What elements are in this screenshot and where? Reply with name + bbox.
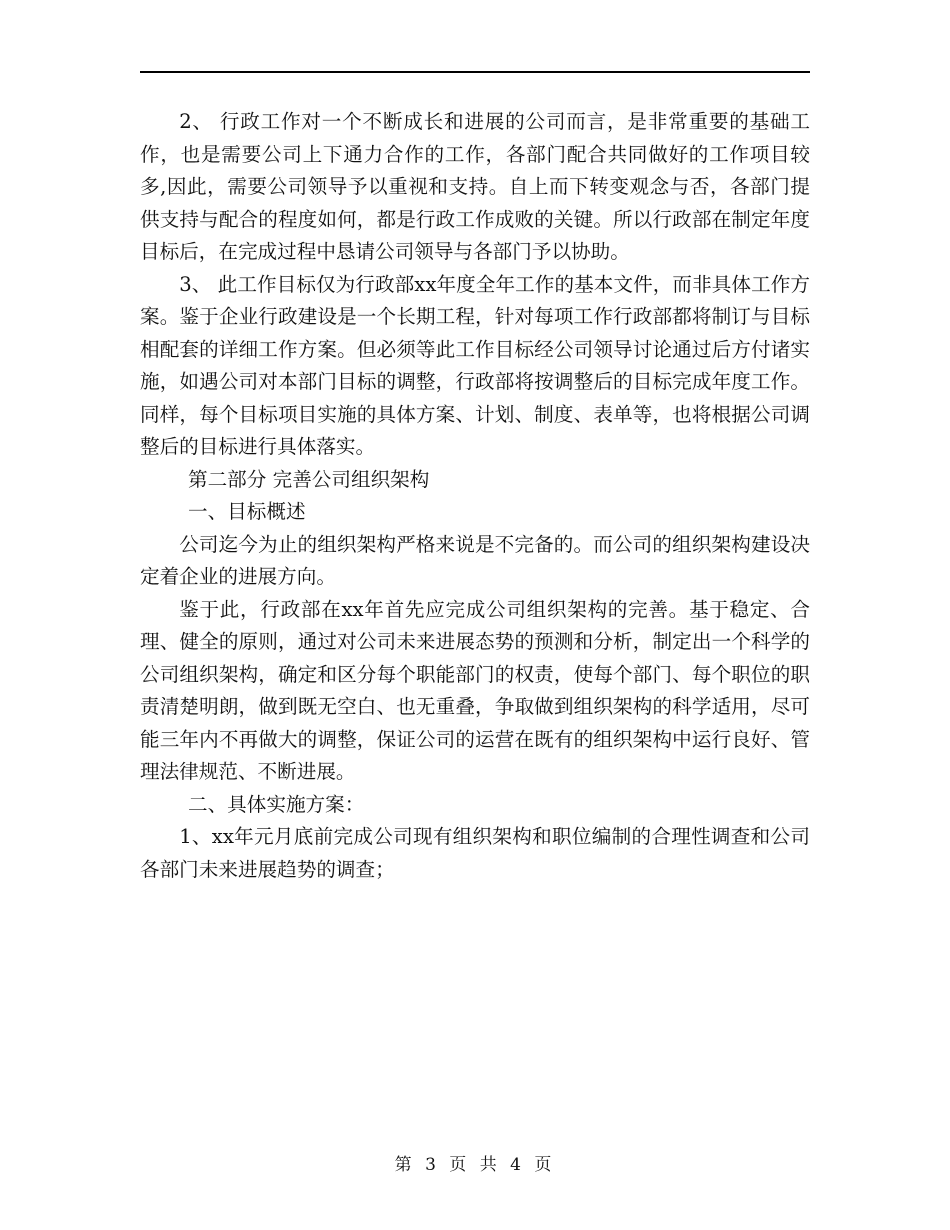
subsection-title-goal-overview: 一、目标概述 — [188, 500, 306, 523]
document-body — [140, 106, 810, 886]
paragraph-org-structure-plan: 鉴于此，行政部在xx年首先应完成公司组织架构的完善。基于稳定、合理、健全的原则，通过对公司未来进展态势的预测和分析，制定出一个科学的公司组织架构，确定和区分每个职能部门的权责，使每个部门、每个职位的职责清楚明朗，做到既无空白、也无重叠，争取做到组织架构的科学适用，尽可能三年内不再做大的调整，保证公司的运营在既有的组织架构中运行良好、管理法律规范、不断进展。 — [140, 597, 810, 783]
paragraph-org-structure-status: 公司迄今为止的组织架构严格来说是不完备的。而公司的组织架构建设决定着企业的进展方向。 — [140, 532, 810, 588]
section-title: 第二部分 完善公司组织架构 — [188, 467, 430, 491]
paragraph-item-3: 3、 此工作目标仅为行政部xx年度全年工作的基本文件，而非具体工作方案。鉴于企业行政建设是一个长期工程，针对每项工作行政部都将制订与目标相配套的详细工作方案。但必须等此工作目标经公司领导讨论通过后方付诸实施，如遇公司对本部门目标的调整，行政部将按调整后的目标完成年度工作。同样，每个目标项目实施的具体方案、计划、制度、表单等，也将根据公司调整后的目标进行具体落实。 — [140, 272, 810, 458]
subsection-title-implementation: 二、具体实施方案： — [188, 792, 365, 816]
page-number-footer: 第 3 页 共 4 页 — [394, 1155, 556, 1175]
paragraph-implementation-step-1: 1、xx年元月底前完成公司现有组织架构和职位编制的合理性调查和公司各部门未来进展趋势的调查； — [140, 825, 810, 881]
paragraph-item-2: 2、 行政工作对一个不断成长和进展的公司而言，是非常重要的基础工作，也是需要公司上下通力合作的工作，各部门配合共同做好的工作项目较多,因此，需要公司领导予以重视和支持。自上而下转变观念与否，各部门提供支持与配合的程度如何，都是行政工作成败的关键。所以行政部在制定年度目标后，在完成过程中恳请公司领导与各部门予以协助。 — [140, 110, 810, 263]
header-rule — [140, 71, 810, 73]
